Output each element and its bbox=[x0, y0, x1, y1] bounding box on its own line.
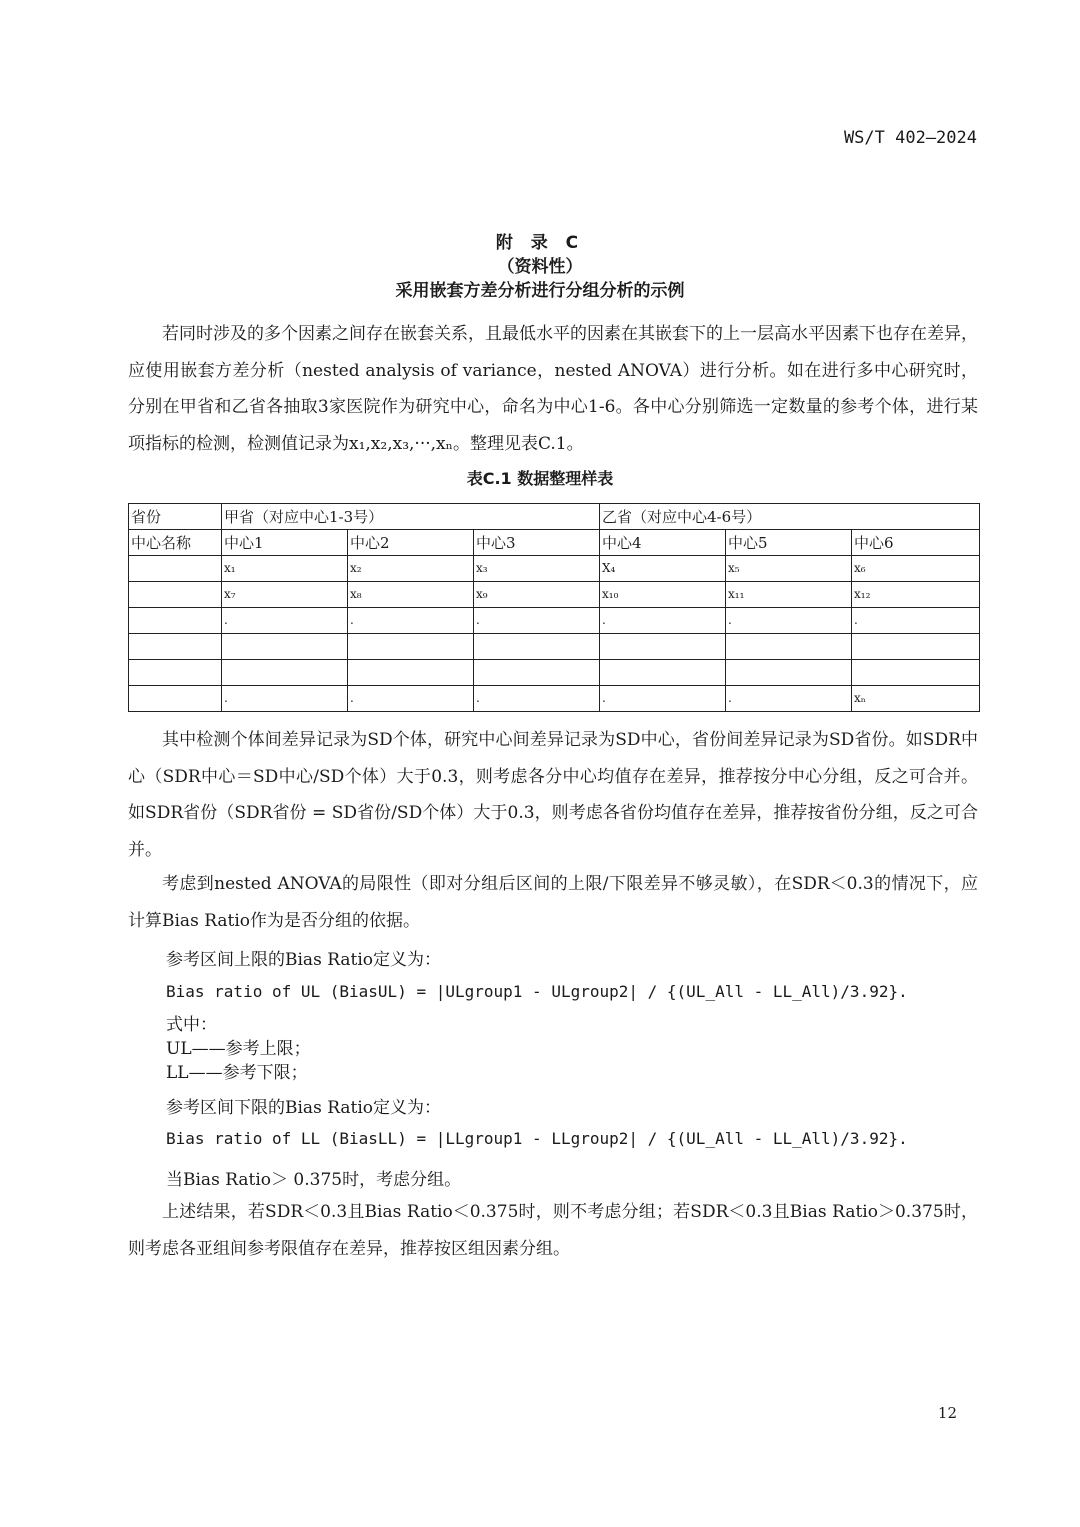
limitation-paragraph: 考虑到nested ANOVA的局限性（即对分组后区间的上限/下限差异不够灵敏），在SDR＜0.3的情况下，应计算Bias Ratio作为是否分组的依据。 bbox=[128, 874, 978, 931]
table-cell bbox=[129, 660, 222, 686]
table-caption: 表C.1 数据整理样表 bbox=[466, 469, 614, 488]
table-cell: . bbox=[222, 686, 348, 712]
table-cell bbox=[129, 634, 222, 660]
conclusion-paragraph: 上述结果，若SDR＜0.3且Bias Ratio＜0.375时，则不考虑分组；若SDR＜0.3且Bias Ratio＞0.375时，则考虑各亚组间参考限值存在差异，推荐按区组因素分组。 bbox=[128, 1202, 978, 1259]
threshold-line: 当Bias Ratio＞ 0.375时，考虑分组。 bbox=[166, 1170, 462, 1190]
table-cell: X₄ bbox=[600, 556, 726, 582]
appendix-label: 附 录 C bbox=[495, 233, 585, 253]
table-row-centers bbox=[129, 530, 980, 556]
table-cell bbox=[348, 660, 474, 686]
lower-formula: Bias ratio of LL (BiasLL) = |LLgroup1 - LLgroup2| / {(UL_All - LL_All)/3.92}. bbox=[166, 1129, 908, 1148]
table-cell bbox=[129, 556, 222, 582]
table-cell bbox=[348, 634, 474, 660]
table-cell: xₙ bbox=[852, 686, 980, 712]
center-header-cell: 中心名称 bbox=[129, 530, 222, 556]
province-header-cell: 省份 bbox=[129, 504, 222, 530]
table-cell bbox=[474, 634, 600, 660]
table-cell: x₁₂ bbox=[852, 582, 980, 608]
sdr-paragraph: 其中检测个体间差异记录为SD个体，研究中心间差异记录为SD中心，省份间差异记录为SD省份。如SDR中心（SDR中心＝SD中心/SD个体）大于0.3，则考虑各分中心均值存在差异，推荐按分中心分组，反之可合并。如SDR省份（SDR省份 = SD省份/SD个体）大于0.3，则考虑各省份均值存在差异，推荐按省份分组，反之可合并。 bbox=[128, 730, 978, 860]
table-row bbox=[129, 686, 980, 712]
appendix-title: 采用嵌套方差分析进行分组分析的示例 bbox=[395, 281, 685, 301]
upper-definition-label: 参考区间上限的Bias Ratio定义为： bbox=[166, 950, 442, 970]
table-cell: x₇ bbox=[222, 582, 348, 608]
appendix-nature: （资料性） bbox=[497, 257, 583, 277]
table-cell: . bbox=[474, 686, 600, 712]
center-cell: 中心3 bbox=[474, 530, 600, 556]
table-cell bbox=[726, 660, 852, 686]
upper-formula: Bias ratio of UL (BiasUL) = |ULgroup1 - ULgroup2| / {(UL_All - LL_All)/3.92}. bbox=[166, 982, 908, 1001]
center-cell: 中心4 bbox=[600, 530, 726, 556]
ul-definition: UL——参考上限； bbox=[166, 1039, 311, 1059]
table-cell: x₈ bbox=[348, 582, 474, 608]
table-cell: . bbox=[600, 608, 726, 634]
table-cell bbox=[852, 634, 980, 660]
table-cell: x₃ bbox=[474, 556, 600, 582]
table-cell: . bbox=[726, 686, 852, 712]
table-cell: x₉ bbox=[474, 582, 600, 608]
table-cell: . bbox=[474, 608, 600, 634]
where-label: 式中： bbox=[166, 1015, 217, 1035]
table-row bbox=[129, 634, 980, 660]
province-a-cell: 甲省（对应中心1-3号） bbox=[222, 504, 600, 530]
table-row bbox=[129, 608, 980, 634]
table-cell: . bbox=[348, 686, 474, 712]
center-cell: 中心6 bbox=[852, 530, 980, 556]
table-cell bbox=[726, 634, 852, 660]
center-cell: 中心5 bbox=[726, 530, 852, 556]
document-code: WS/T 402—2024 bbox=[843, 128, 977, 148]
table-cell bbox=[600, 634, 726, 660]
table-cell bbox=[222, 660, 348, 686]
table-cell bbox=[129, 686, 222, 712]
center-cell: 中心2 bbox=[348, 530, 474, 556]
table-cell: . bbox=[726, 608, 852, 634]
table-cell: . bbox=[852, 608, 980, 634]
intro-paragraph: 若同时涉及的多个因素之间存在嵌套关系，且最低水平的因素在其嵌套下的上一层高水平因素下也存在差异，应使用嵌套方差分析（nested analysis of variance，nested ANOVA）进行分析。如在进行多中心研究时，分别在甲省和乙省各抽取3家医院作为研究中心，命名为中心1-6。各中心分别筛选一定数量的参考个体，进行某项指标的检测，检测值记录为x₁,x₂,x₃,···,xₙ。整理见表C.1。 bbox=[128, 324, 978, 454]
page-number: 12 bbox=[937, 1404, 957, 1422]
center-cell: 中心1 bbox=[222, 530, 348, 556]
table-cell: x₆ bbox=[852, 556, 980, 582]
table-row bbox=[129, 660, 980, 686]
table-cell: . bbox=[348, 608, 474, 634]
lower-definition-label: 参考区间下限的Bias Ratio定义为： bbox=[166, 1098, 442, 1118]
table-cell bbox=[129, 608, 222, 634]
province-b-cell: 乙省（对应中心4-6号） bbox=[600, 504, 980, 530]
table-cell: x₁₁ bbox=[726, 582, 852, 608]
table-cell bbox=[474, 660, 600, 686]
table-cell: x₁₀ bbox=[600, 582, 726, 608]
table-cell bbox=[600, 660, 726, 686]
table-cell bbox=[852, 660, 980, 686]
table-cell bbox=[222, 634, 348, 660]
table-cell: x₁ bbox=[222, 556, 348, 582]
table-cell: . bbox=[600, 686, 726, 712]
table-cell: . bbox=[222, 608, 348, 634]
table-cell bbox=[129, 582, 222, 608]
table-cell: x₅ bbox=[726, 556, 852, 582]
ll-definition: LL——参考下限； bbox=[166, 1063, 308, 1083]
table-row bbox=[129, 556, 980, 582]
table-cell: x₂ bbox=[348, 556, 474, 582]
data-table bbox=[128, 503, 980, 712]
table-row-province bbox=[129, 504, 980, 530]
table-row bbox=[129, 582, 980, 608]
